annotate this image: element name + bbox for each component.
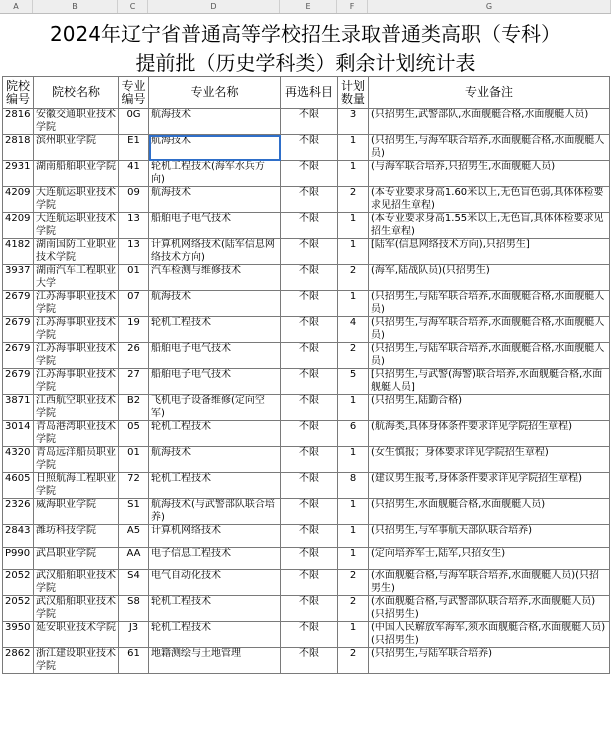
school-name-cell[interactable]: 延安职业技术学院 (34, 622, 119, 648)
subject-requirement-cell[interactable]: 不限 (281, 499, 338, 525)
column-header-f[interactable]: F (337, 0, 368, 13)
major-notes-cell[interactable]: (与海军联合培养,只招男生,水面舰艇人员) (369, 161, 610, 187)
admission-plan-table (2, 76, 610, 674)
major-code-cell[interactable]: A5 (119, 525, 149, 548)
subject-requirement-cell[interactable]: 不限 (281, 109, 338, 135)
school-name-cell[interactable]: 青岛远洋船员职业学院 (34, 447, 119, 473)
major-name-cell[interactable]: 轮机工程技术(海军水兵方向) (149, 161, 281, 187)
subject-requirement-cell[interactable]: 不限 (281, 421, 338, 447)
sheet-title-line-2: 提前批（历史学科类）剩余计划统计表 (135, 51, 476, 75)
major-code-cell[interactable]: 01 (119, 265, 149, 291)
table-row (3, 525, 610, 548)
major-code-cell[interactable]: 41 (119, 161, 149, 187)
plan-count-cell[interactable]: 2 (338, 187, 369, 213)
major-code-cell[interactable]: 07 (119, 291, 149, 317)
major-code-cell[interactable]: 61 (119, 648, 149, 674)
school-code-cell[interactable]: 2326 (3, 499, 34, 525)
major-code-cell[interactable]: E1 (119, 135, 149, 161)
major-name-cell[interactable]: 飞机电子设备维修(定向空军) (149, 395, 281, 421)
major-name-cell[interactable]: 航海技术 (149, 135, 281, 161)
major-code-cell[interactable]: 01 (119, 447, 149, 473)
major-code-cell[interactable]: AA (119, 547, 149, 570)
major-name-cell[interactable]: 船舶电子电气技术 (149, 343, 281, 369)
subject-requirement-cell[interactable]: 不限 (281, 213, 338, 239)
plan-count-cell[interactable]: 4 (338, 317, 369, 343)
major-code-cell[interactable]: S4 (119, 570, 149, 596)
major-code-cell[interactable]: 27 (119, 369, 149, 395)
school-name-cell[interactable]: 浙江建设职业技术学院 (34, 648, 119, 674)
subject-requirement-cell[interactable]: 不限 (281, 547, 338, 570)
major-code-cell[interactable]: 19 (119, 317, 149, 343)
header-subject-requirement[interactable]: 再选科目 (281, 77, 338, 109)
major-code-cell[interactable]: 13 (119, 239, 149, 265)
plan-count-cell[interactable]: 1 (338, 161, 369, 187)
plan-count-cell[interactable]: 1 (338, 239, 369, 265)
sheet-title-line-1: 2024年辽宁省普通高等学校招生录取普通类高职（专科） (50, 22, 561, 46)
header-major-name[interactable]: 专业名称 (149, 77, 281, 109)
major-name-cell[interactable]: 电气自动化技术 (149, 570, 281, 596)
school-name-cell[interactable]: 江西航空职业技术学院 (34, 395, 119, 421)
major-code-cell[interactable]: B2 (119, 395, 149, 421)
plan-count-cell[interactable]: 8 (338, 473, 369, 499)
school-code-cell[interactable]: 2679 (3, 343, 34, 369)
school-name-cell[interactable]: 青岛港湾职业技术学院 (34, 421, 119, 447)
major-notes-cell[interactable]: (航海类,具体身体条件要求详见学院招生章程) (369, 421, 610, 447)
column-header-bar (0, 0, 611, 14)
header-major-notes[interactable]: 专业备注 (369, 77, 610, 109)
school-code-cell[interactable]: 2052 (3, 596, 34, 622)
major-name-cell[interactable]: 轮机工程技术 (149, 622, 281, 648)
plan-count-cell[interactable]: 2 (338, 265, 369, 291)
school-code-cell[interactable]: 4182 (3, 239, 34, 265)
column-header-b[interactable]: B (33, 0, 118, 13)
school-name-cell[interactable]: 江苏海事职业技术学院 (34, 343, 119, 369)
school-name-cell[interactable]: 潍坊科技学院 (34, 525, 119, 548)
plan-count-cell[interactable]: 2 (338, 343, 369, 369)
major-notes-cell[interactable]: (定向培养军士,陆军,只招女生) (369, 547, 610, 570)
table-row (3, 395, 610, 421)
school-code-cell[interactable]: 4209 (3, 213, 34, 239)
major-notes-cell[interactable]: (海军,陆战队员)(只招男生) (369, 265, 610, 291)
subject-requirement-cell[interactable]: 不限 (281, 570, 338, 596)
major-name-cell[interactable]: 航海技术 (149, 291, 281, 317)
subject-requirement-cell[interactable]: 不限 (281, 343, 338, 369)
school-name-cell[interactable]: 湖南汽车工程职业大学 (34, 265, 119, 291)
subject-requirement-cell[interactable]: 不限 (281, 369, 338, 395)
table-row (3, 648, 610, 674)
major-notes-cell[interactable]: (只招男生,水面舰艇合格,水面舰艇人员) (369, 499, 610, 525)
column-header-e[interactable]: E (280, 0, 337, 13)
major-code-cell[interactable]: 05 (119, 421, 149, 447)
table-row (3, 135, 610, 161)
major-notes-cell[interactable]: [只招男生,与武警(海警)联合培养,水面舰艇合格,水面舰艇人员] (369, 369, 610, 395)
school-code-cell[interactable]: 3937 (3, 265, 34, 291)
table-row (3, 473, 610, 499)
school-code-cell[interactable]: 2052 (3, 570, 34, 596)
major-notes-cell[interactable]: (本专业要求身高1.55米以上,无色盲,具体体检要求见招生章程) (369, 213, 610, 239)
school-code-cell[interactable]: 3950 (3, 622, 34, 648)
major-name-cell[interactable]: 电子信息工程技术 (149, 547, 281, 570)
school-code-cell[interactable]: 2679 (3, 291, 34, 317)
table-row (3, 570, 610, 596)
major-code-cell[interactable]: 0G (119, 109, 149, 135)
major-code-cell[interactable]: S1 (119, 499, 149, 525)
table-row (3, 187, 610, 213)
header-school-name[interactable]: 院校名称 (34, 77, 119, 109)
school-code-cell[interactable]: P990 (3, 547, 34, 570)
table-row (3, 291, 610, 317)
school-name-cell[interactable]: 大连航运职业技术学院 (34, 187, 119, 213)
major-code-cell[interactable]: 09 (119, 187, 149, 213)
school-name-cell[interactable]: 威海职业学院 (34, 499, 119, 525)
plan-count-cell[interactable]: 1 (338, 622, 369, 648)
table-row (3, 547, 610, 570)
school-code-cell[interactable]: 2931 (3, 161, 34, 187)
subject-requirement-cell[interactable]: 不限 (281, 473, 338, 499)
subject-requirement-cell[interactable]: 不限 (281, 648, 338, 674)
column-header-g[interactable]: G (368, 0, 611, 13)
major-notes-cell[interactable]: (只招男生,武警部队,水面舰艇合格,水面舰艇人员) (369, 109, 610, 135)
school-code-cell[interactable]: 4320 (3, 447, 34, 473)
plan-count-cell[interactable]: 6 (338, 421, 369, 447)
school-code-cell[interactable]: 4209 (3, 187, 34, 213)
major-notes-cell[interactable]: (中国人民解放军海军,须水面舰艇合格,水面舰艇人员)(只招男生) (369, 622, 610, 648)
subject-requirement-cell[interactable]: 不限 (281, 525, 338, 548)
header-school-code[interactable]: 院校 编号 (3, 77, 34, 109)
major-code-cell[interactable]: 26 (119, 343, 149, 369)
major-notes-cell[interactable]: (建议男生报考,身体条件要求详见学院招生章程) (369, 473, 610, 499)
table-row (3, 343, 610, 369)
major-notes-cell[interactable]: [陆军(信息网络技术方向),只招男生] (369, 239, 610, 265)
school-code-cell[interactable]: 2679 (3, 369, 34, 395)
subject-requirement-cell[interactable]: 不限 (281, 596, 338, 622)
major-notes-cell[interactable]: (只招男生,与军事航天部队联合培养) (369, 525, 610, 548)
school-name-cell[interactable]: 江苏海事职业技术学院 (34, 291, 119, 317)
school-name-cell[interactable]: 江苏海事职业技术学院 (34, 369, 119, 395)
major-name-cell[interactable]: 计算机网络技术 (149, 525, 281, 548)
major-name-cell[interactable]: 汽车检测与维修技术 (149, 265, 281, 291)
school-code-cell[interactable]: 4605 (3, 473, 34, 499)
table-row (3, 596, 610, 622)
major-notes-cell[interactable]: (水面舰艇合格,与武警部队联合培养,水面舰艇人员)(只招男生) (369, 596, 610, 622)
major-code-cell[interactable]: J3 (119, 622, 149, 648)
major-name-cell[interactable]: 地籍测绘与土地管理 (149, 648, 281, 674)
school-name-cell[interactable]: 武汉船舶职业技术学院 (34, 596, 119, 622)
plan-count-cell[interactable]: 1 (338, 547, 369, 570)
major-name-cell[interactable]: 计算机网络技术(陆军信息网络技术方向) (149, 239, 281, 265)
major-notes-cell[interactable]: (只招男生,陆勤合格) (369, 395, 610, 421)
major-code-cell[interactable]: 72 (119, 473, 149, 499)
subject-requirement-cell[interactable]: 不限 (281, 161, 338, 187)
plan-count-cell[interactable]: 3 (338, 109, 369, 135)
table-row (3, 161, 610, 187)
major-notes-cell[interactable]: (只招男生,与陆军联合培养) (369, 648, 610, 674)
table-row (3, 239, 610, 265)
major-notes-cell[interactable]: (只招男生,与海军联合培养,水面舰艇合格,水面舰艇人员) (369, 317, 610, 343)
plan-count-cell[interactable]: 2 (338, 596, 369, 622)
major-name-cell[interactable]: 轮机工程技术 (149, 596, 281, 622)
table-row (3, 447, 610, 473)
plan-count-cell[interactable]: 1 (338, 499, 369, 525)
major-notes-cell[interactable]: (水面舰艇合格,与海军联合培养,水面舰艇人员)(只招男生) (369, 570, 610, 596)
table-row (3, 369, 610, 395)
plan-count-cell[interactable]: 1 (338, 395, 369, 421)
table-row (3, 317, 610, 343)
school-code-cell[interactable]: 2816 (3, 109, 34, 135)
school-name-cell[interactable]: 武昌职业学院 (34, 547, 119, 570)
school-name-cell[interactable]: 武汉船舶职业技术学院 (34, 570, 119, 596)
school-code-cell[interactable]: 2818 (3, 135, 34, 161)
subject-requirement-cell[interactable]: 不限 (281, 265, 338, 291)
table-row (3, 622, 610, 648)
major-name-cell[interactable]: 船舶电子电气技术 (149, 369, 281, 395)
subject-requirement-cell[interactable]: 不限 (281, 395, 338, 421)
subject-requirement-cell[interactable]: 不限 (281, 187, 338, 213)
school-code-cell[interactable]: 2862 (3, 648, 34, 674)
school-code-cell[interactable]: 2679 (3, 317, 34, 343)
table-row (3, 421, 610, 447)
table-row (3, 109, 610, 135)
major-name-cell[interactable]: 航海技术 (149, 187, 281, 213)
plan-count-cell[interactable]: 5 (338, 369, 369, 395)
plan-count-cell[interactable]: 2 (338, 648, 369, 674)
header-row (3, 77, 610, 109)
school-name-cell[interactable]: 江苏海事职业技术学院 (34, 317, 119, 343)
column-header-d[interactable]: D (148, 0, 280, 13)
subject-requirement-cell[interactable]: 不限 (281, 291, 338, 317)
plan-count-cell[interactable]: 2 (338, 570, 369, 596)
school-name-cell[interactable]: 湖南国防工业职业技术学院 (34, 239, 119, 265)
major-name-cell[interactable]: 航海技术(与武警部队联合培养) (149, 499, 281, 525)
school-name-cell[interactable]: 滨州职业学院 (34, 135, 119, 161)
table-row (3, 499, 610, 525)
school-name-cell[interactable]: 日照航海工程职业学院 (34, 473, 119, 499)
major-name-cell[interactable]: 航海技术 (149, 109, 281, 135)
header-plan-count[interactable]: 计划 数量 (338, 77, 369, 109)
header-major-code[interactable]: 专业 编号 (119, 77, 149, 109)
school-name-cell[interactable]: 大连航运职业技术学院 (34, 213, 119, 239)
major-name-cell[interactable]: 轮机工程技术 (149, 421, 281, 447)
major-notes-cell[interactable]: (只招男生,与海军联合培养,水面舰艇合格,水面舰艇人员) (369, 135, 610, 161)
table-row (3, 213, 610, 239)
column-header-a[interactable]: A (0, 0, 33, 13)
school-name-cell[interactable]: 安徽交通职业技术学院 (34, 109, 119, 135)
major-name-cell[interactable]: 轮机工程技术 (149, 473, 281, 499)
table-row (3, 265, 610, 291)
major-notes-cell[interactable]: (只招男生,与陆军联合培养,水面舰艇合格,水面舰艇人员) (369, 343, 610, 369)
major-name-cell[interactable]: 航海技术 (149, 447, 281, 473)
major-name-cell[interactable]: 船舶电子电气技术 (149, 213, 281, 239)
major-notes-cell[interactable]: (只招男生,与陆军联合培养,水面舰艇合格,水面舰艇人员) (369, 291, 610, 317)
subject-requirement-cell[interactable]: 不限 (281, 317, 338, 343)
plan-count-cell[interactable]: 1 (338, 291, 369, 317)
plan-count-cell[interactable]: 1 (338, 213, 369, 239)
school-code-cell[interactable]: 3014 (3, 421, 34, 447)
major-code-cell[interactable]: 13 (119, 213, 149, 239)
subject-requirement-cell[interactable]: 不限 (281, 447, 338, 473)
subject-requirement-cell[interactable]: 不限 (281, 135, 338, 161)
subject-requirement-cell[interactable]: 不限 (281, 622, 338, 648)
school-code-cell[interactable]: 3871 (3, 395, 34, 421)
school-code-cell[interactable]: 2843 (3, 525, 34, 548)
plan-count-cell[interactable]: 1 (338, 525, 369, 548)
plan-count-cell[interactable]: 1 (338, 447, 369, 473)
plan-count-cell[interactable]: 1 (338, 135, 369, 161)
major-notes-cell[interactable]: (本专业要求身高1.60米以上,无色盲色弱,具体体检要求见招生章程) (369, 187, 610, 213)
school-name-cell[interactable]: 湖南船舶职业学院 (34, 161, 119, 187)
column-header-c[interactable]: C (118, 0, 148, 13)
subject-requirement-cell[interactable]: 不限 (281, 239, 338, 265)
major-notes-cell[interactable]: (女生慎报；身体要求详见学院招生章程) (369, 447, 610, 473)
major-code-cell[interactable]: S8 (119, 596, 149, 622)
major-name-cell[interactable]: 轮机工程技术 (149, 317, 281, 343)
